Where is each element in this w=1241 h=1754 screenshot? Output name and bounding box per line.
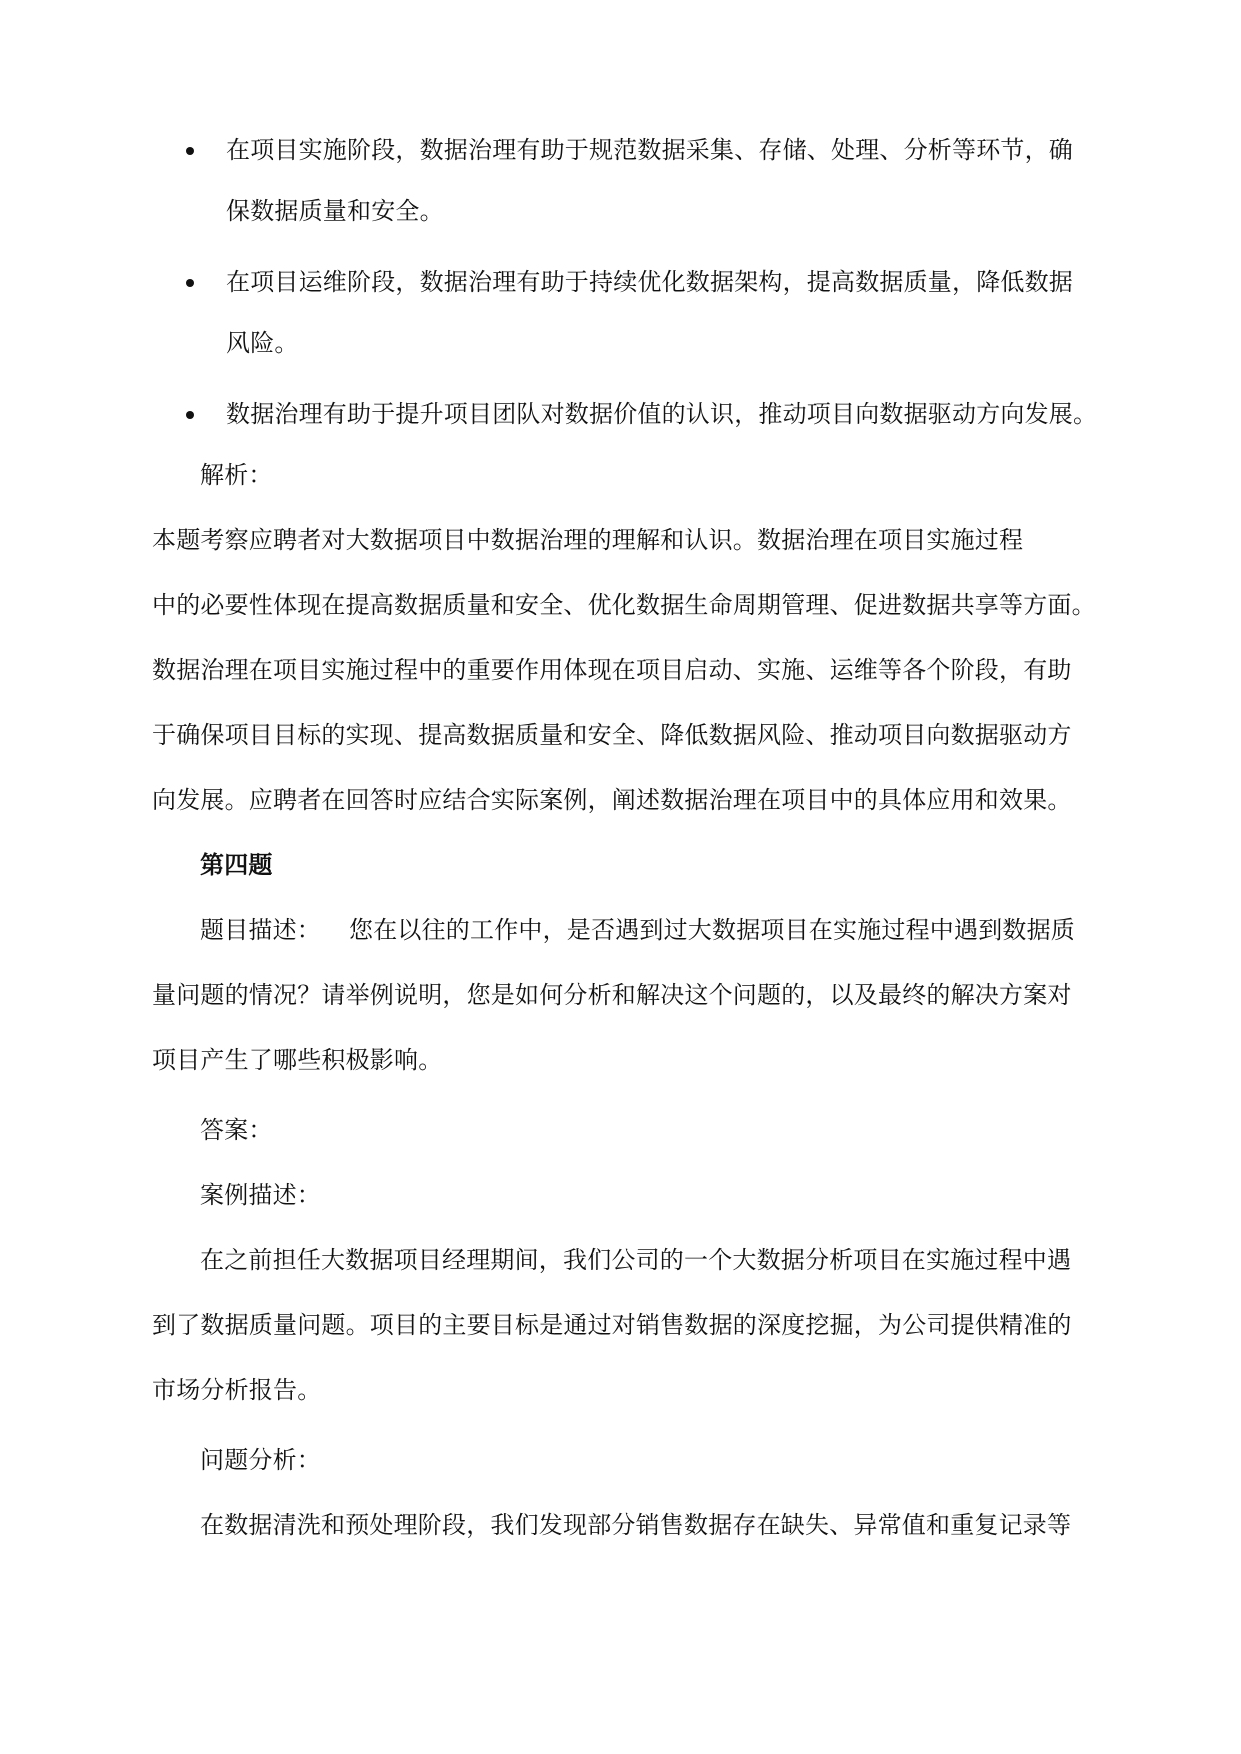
bullet-1-line-1: 在项目实施阶段，数据治理有助于规范数据采集、存储、处理、分析等环节，确	[226, 136, 1073, 164]
bullet-dot	[186, 279, 194, 287]
question-4-heading: 第四题	[200, 850, 273, 879]
problem-analysis-label: 问题分析：	[200, 1446, 321, 1474]
question-description-line-3: 项目产生了哪些积极影响。	[152, 1046, 443, 1074]
analysis-line-3: 数据治理在项目实施过程中的重要作用体现在项目启动、实施、运维等各个阶段，有助	[152, 656, 1072, 684]
question-description-text: 您在以往的工作中，是否遇到过大数据项目在实施过程中遇到数据质	[349, 916, 1075, 944]
answer-label: 答案：	[200, 1116, 273, 1144]
case-description-label: 案例描述：	[200, 1181, 321, 1209]
bullet-1-line-2: 保数据质量和安全。	[226, 197, 444, 225]
case-description-line-2: 到了数据质量问题。项目的主要目标是通过对销售数据的深度挖掘，为公司提供精准的	[152, 1311, 1072, 1339]
question-description-line-1	[200, 914, 1140, 946]
analysis-label: 解析：	[200, 461, 273, 489]
analysis-line-1: 本题考察应聘者对大数据项目中数据治理的理解和认识。数据治理在项目实施过程	[152, 526, 1024, 554]
bullet-dot	[186, 411, 194, 419]
analysis-line-4: 于确保项目目标的实现、提高数据质量和安全、降低数据风险、推动项目向数据驱动方	[152, 721, 1072, 749]
analysis-line-2: 中的必要性体现在提高数据质量和安全、优化数据生命周期管理、促进数据共享等方面。	[152, 591, 1096, 619]
question-description-line-2: 量问题的情况？请举例说明，您是如何分析和解决这个问题的，以及最终的解决方案对	[152, 981, 1072, 1009]
bullet-2-line-2: 风险。	[226, 329, 299, 357]
case-description-line-3: 市场分析报告。	[152, 1376, 322, 1404]
case-description-line-1: 在之前担任大数据项目经理期间，我们公司的一个大数据分析项目在实施过程中遇	[200, 1246, 1072, 1274]
problem-analysis-line-1: 在数据清洗和预处理阶段，我们发现部分销售数据存在缺失、异常值和重复记录等	[200, 1511, 1072, 1539]
bullet-3-line-1: 数据治理有助于提升项目团队对数据价值的认识，推动项目向数据驱动方向发展。	[226, 400, 1098, 428]
bullet-dot	[186, 147, 194, 155]
question-description-label: 题目描述：	[200, 916, 321, 944]
bullet-2-line-1: 在项目运维阶段，数据治理有助于持续优化数据架构，提高数据质量，降低数据	[226, 268, 1073, 296]
analysis-line-5: 向发展。应聘者在回答时应结合实际案例，阐述数据治理在项目中的具体应用和效果。	[152, 786, 1072, 814]
